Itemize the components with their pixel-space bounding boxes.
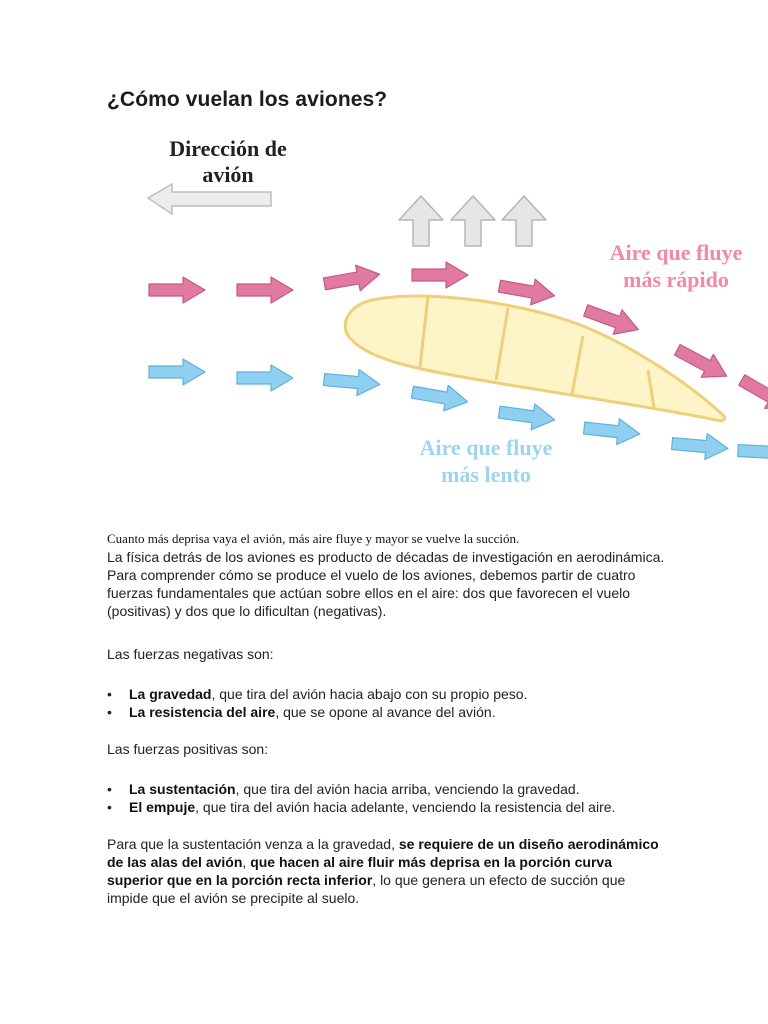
- conclusion-emphasis: se requiere de un diseño aerodinámico de las alas del avión: [107, 836, 659, 870]
- flow-arrow-icon: [583, 415, 641, 447]
- direction-label-line1: Dirección de: [169, 136, 287, 161]
- conclusion-text: ,: [242, 854, 251, 870]
- airfoil-diagram: [0, 132, 768, 504]
- flow-arrow-icon: [497, 273, 557, 308]
- lift-arrow-icon: [399, 196, 443, 246]
- fast-air-label-line2: más rápido: [623, 267, 729, 292]
- flow-arrow-icon: [410, 379, 470, 414]
- flow-arrow-icon: [497, 399, 556, 433]
- flow-arrow-icon: [322, 261, 382, 296]
- flow-arrow-icon: [237, 277, 293, 303]
- lift-arrow-icon: [451, 196, 495, 246]
- conclusion-emphasis: que hacen al aire fluir más deprisa en la porción curva superior que en la porción recta inferior: [107, 854, 612, 888]
- flow-arrow-icon: [149, 277, 205, 303]
- negative-forces-list: [107, 685, 707, 721]
- list-item: [107, 703, 707, 721]
- wing-icon: [345, 296, 724, 421]
- flow-arrow-icon: [735, 369, 768, 420]
- force-name: La gravedad: [129, 686, 212, 702]
- slow-air-label-line1: Aire que fluye: [419, 435, 553, 460]
- flow-arrow-icon: [737, 438, 768, 467]
- bullet-icon: •: [107, 686, 112, 702]
- bullet-icon: •: [107, 704, 112, 720]
- force-description: , que tira del avión hacia adelante, venciendo la resistencia del aire.: [195, 799, 616, 815]
- conclusion-text: Para que la sustentación venza a la gravedad,: [107, 836, 399, 852]
- flow-arrow-icon: [237, 365, 293, 391]
- bullet-icon: •: [107, 781, 112, 797]
- figure-caption: Cuanto más deprisa vaya el avión, más aire fluye y mayor se vuelve la succión.: [107, 531, 520, 546]
- force-name: El empuje: [129, 799, 196, 815]
- fast-air-label-line1: Aire que fluye: [609, 240, 743, 265]
- direction-label-line2: avión: [202, 162, 254, 187]
- force-description: , que tira del avión hacia arriba, venciendo la gravedad.: [235, 781, 580, 797]
- force-name: La sustentación: [129, 781, 236, 797]
- direction-arrow-icon: [148, 184, 271, 214]
- flow-arrow-icon: [671, 431, 729, 462]
- force-name: La resistencia del aire: [129, 704, 276, 720]
- lift-arrows: [399, 196, 546, 246]
- list-item: [107, 685, 707, 703]
- conclusion-text: , lo que genera un efecto de succión que impide que el avión se precipite al suelo.: [107, 872, 626, 906]
- conclusion-paragraph: [107, 835, 667, 907]
- page-title: ¿Cómo vuelan los aviones?: [107, 88, 388, 111]
- flow-arrow-icon: [412, 262, 468, 288]
- flow-arrow-icon: [149, 359, 205, 385]
- list-item: [107, 798, 707, 816]
- positive-forces-heading: Las fuerzas positivas son:: [107, 741, 269, 757]
- negative-forces-heading: Las fuerzas negativas son:: [107, 646, 274, 662]
- lift-arrow-icon: [502, 196, 546, 246]
- slow-air-label-line2: más lento: [441, 462, 531, 487]
- positive-forces-list: [107, 780, 707, 816]
- force-description: , que tira del avión hacia abajo con su propio peso.: [211, 686, 528, 702]
- bullet-icon: •: [107, 799, 112, 815]
- force-description: , que se opone al avance del avión.: [275, 704, 496, 720]
- list-item: [107, 780, 707, 798]
- intro-paragraph: La física detrás de los aviones es producto de décadas de investigación en aerodinámica. Para comprender cómo se produce el vuelo de los aviones, debemos partir de cuatro fuerzas fundamentales que actúan sobre ellos en el aire: dos que favorecen el vuelo (positivas) y dos que lo dificultan (negativas).: [107, 549, 665, 619]
- flow-arrow-icon: [323, 367, 381, 398]
